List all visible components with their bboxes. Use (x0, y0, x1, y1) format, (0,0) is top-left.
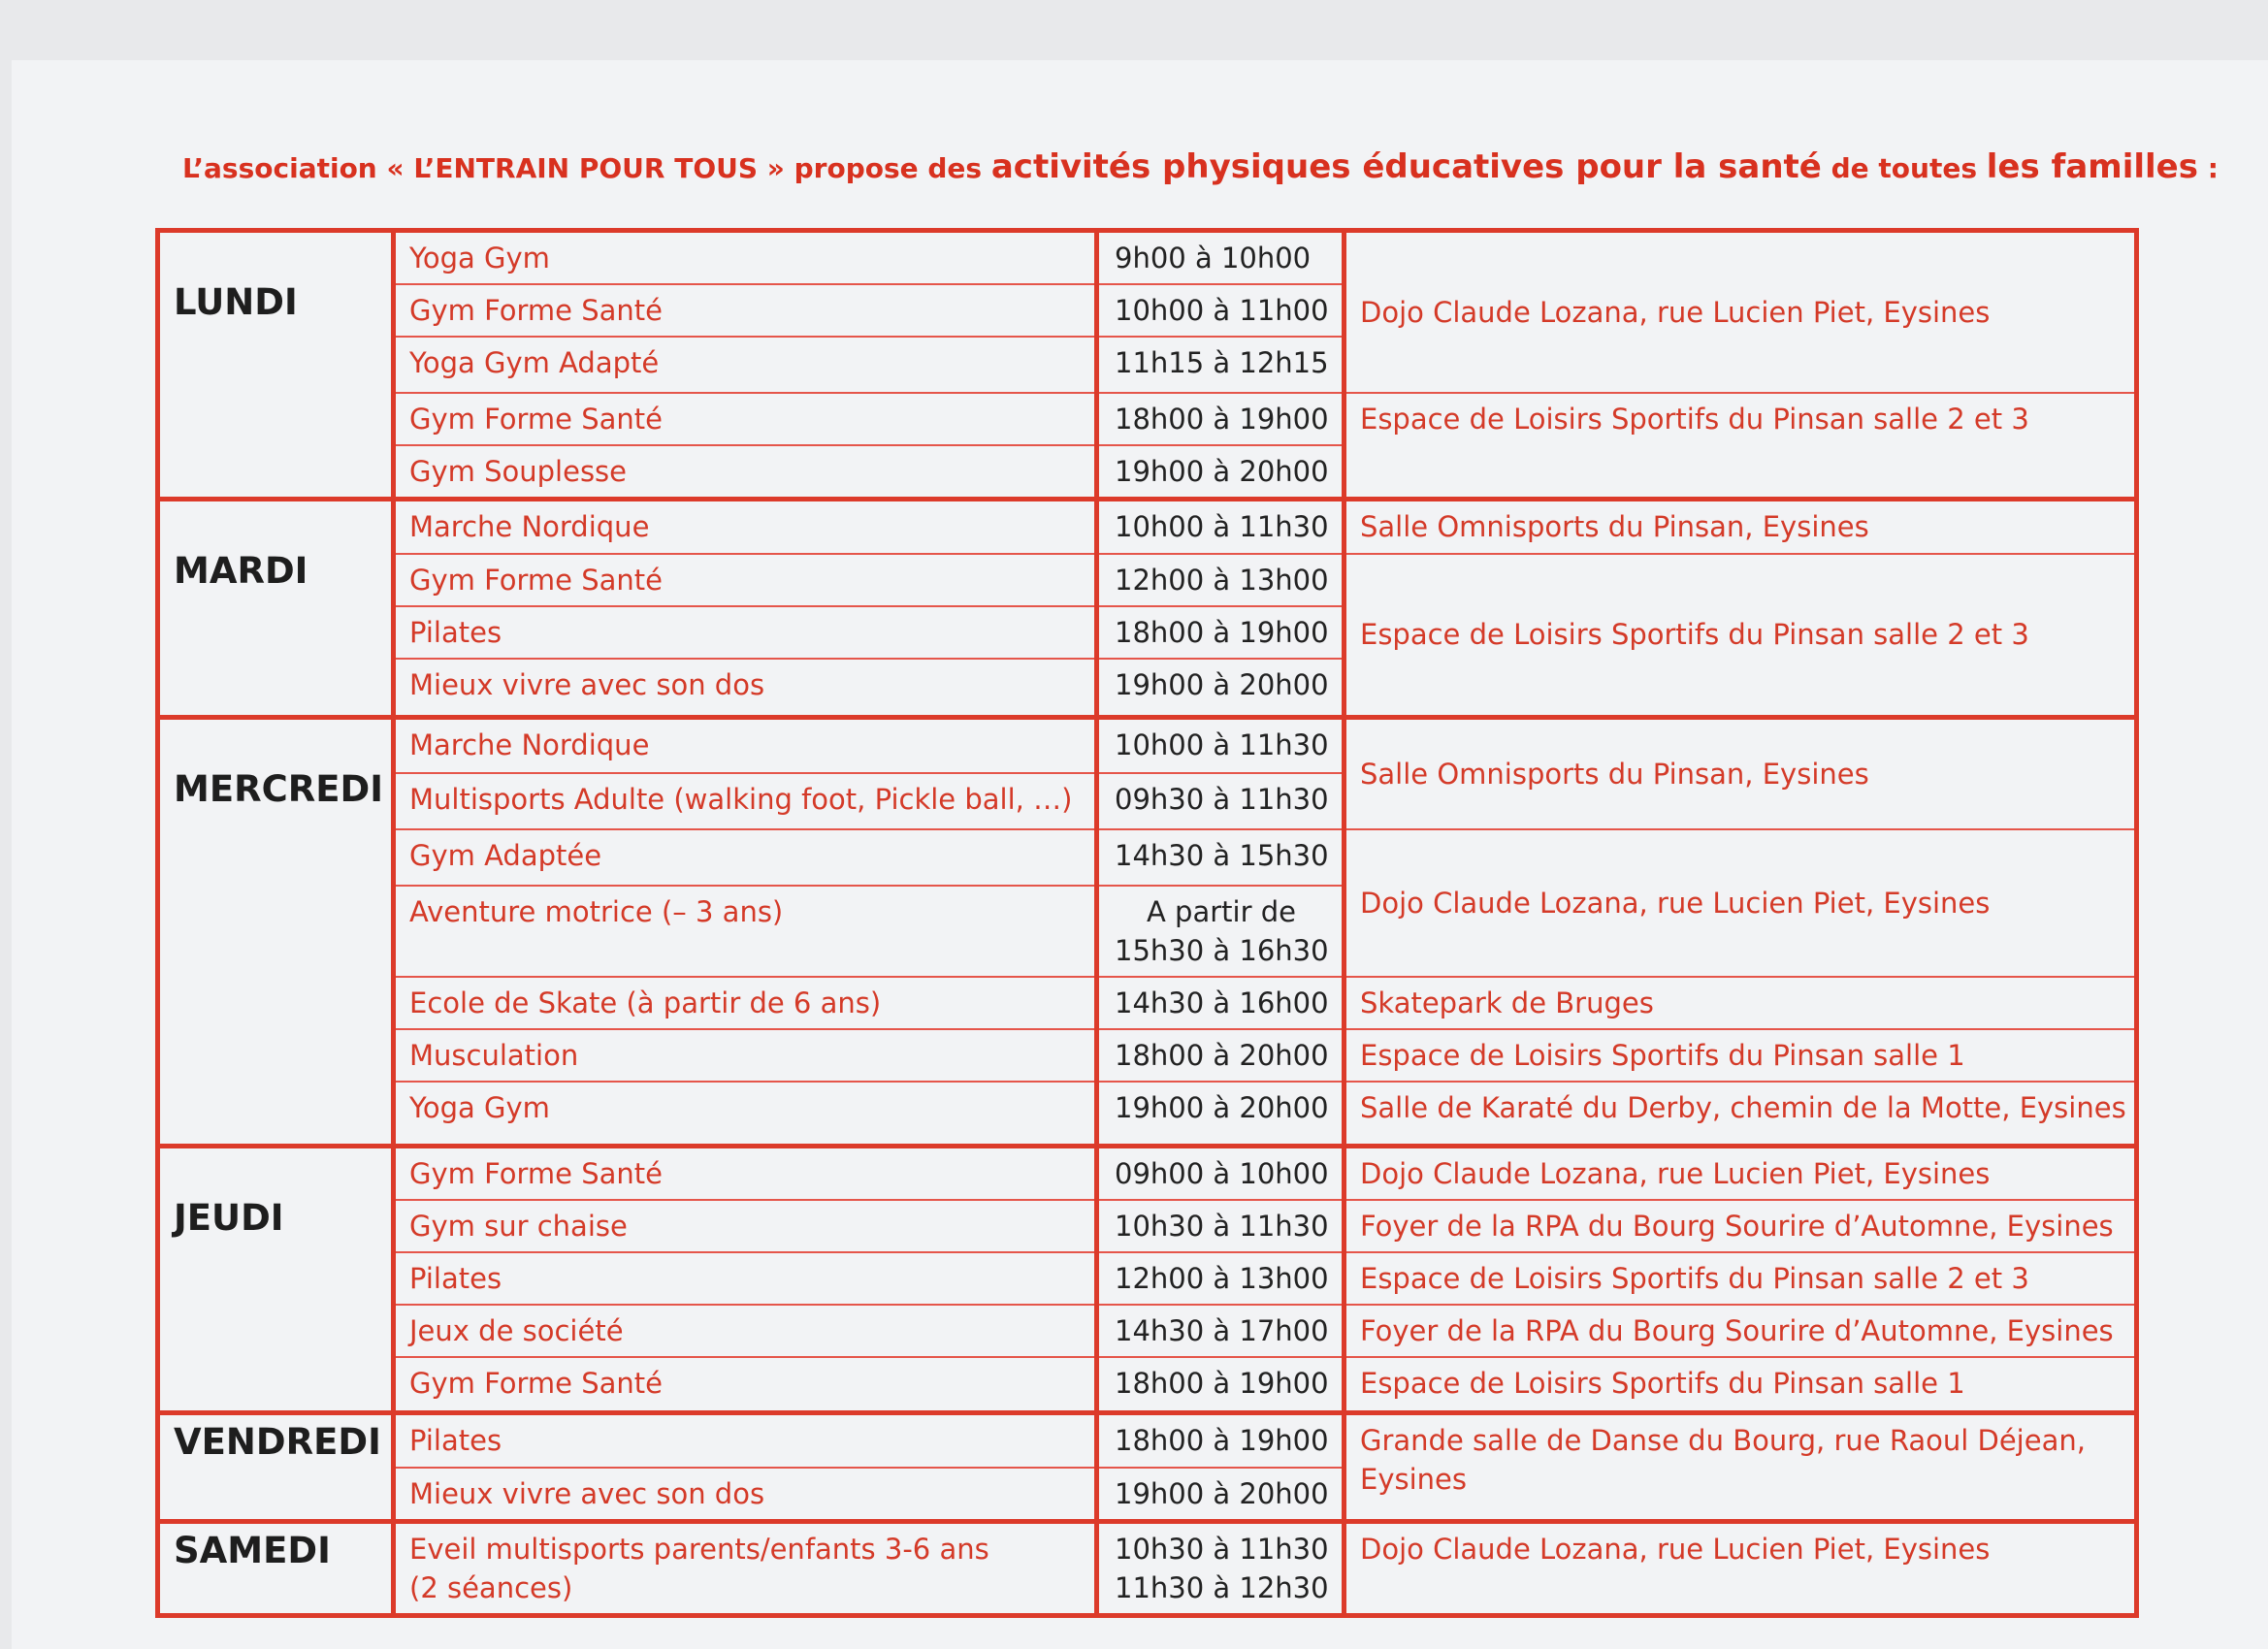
activity-cell: Marche Nordique (394, 500, 1097, 554)
place-cell: Dojo Claude Lozana, rue Lucien Piet, Eysines (1345, 829, 2137, 977)
table-row (158, 1522, 2137, 1616)
activity-line: (2 séances) (409, 1571, 573, 1604)
day-label-jeudi: JEUDI (158, 1147, 394, 1413)
place-cell: Espace de Loisirs Sportifs du Pinsan salle 2 et 3 (1345, 393, 2137, 500)
place-cell: Dojo Claude Lozana, rue Lucien Piet, Eysines (1345, 1147, 2137, 1201)
time-line: 11h30 à 12h30 (1115, 1571, 1329, 1604)
time-cell: 14h30 à 17h00 (1097, 1305, 1345, 1357)
place-cell: Foyer de la RPA du Bourg Sourire d’Automne, Eysines (1345, 1200, 2137, 1252)
table-row (158, 718, 2137, 773)
place-cell: Espace de Loisirs Sportifs du Pinsan salle 1 (1345, 1357, 2137, 1412)
time-cell: 10h00 à 11h30 (1097, 500, 1345, 554)
activity-cell: Yoga Gym (394, 231, 1097, 285)
time-cell (1097, 1522, 1345, 1616)
title-part-1: L’association « L’ENTRAIN POUR TOUS » propose des (182, 152, 991, 184)
time-cell: 11h15 à 12h15 (1097, 337, 1345, 393)
place-cell: Foyer de la RPA du Bourg Sourire d’Automne, Eysines (1345, 1305, 2137, 1357)
time-cell: 19h00 à 20h00 (1097, 1468, 1345, 1522)
activity-cell: Gym Forme Santé (394, 393, 1097, 445)
activity-cell: Pilates (394, 1412, 1097, 1468)
activity-cell (394, 1522, 1097, 1616)
schedule-table (155, 228, 2139, 1618)
time-cell: 09h30 à 11h30 (1097, 773, 1345, 829)
page-title (182, 140, 2219, 196)
table-row (158, 977, 2137, 1029)
title-part-2: activités physiques éducatives pour la santé (990, 147, 1822, 186)
time-cell: 10h00 à 11h00 (1097, 284, 1345, 337)
activity-cell: Musculation (394, 1029, 1097, 1082)
table-row (158, 554, 2137, 606)
time-cell: 14h30 à 16h00 (1097, 977, 1345, 1029)
time-cell: 18h00 à 20h00 (1097, 1029, 1345, 1082)
time-cell: 10h00 à 11h30 (1097, 718, 1345, 773)
day-label-samedi: SAMEDI (158, 1522, 394, 1616)
time-cell (1097, 886, 1345, 977)
table-row (158, 231, 2137, 285)
activity-cell: Gym Adaptée (394, 829, 1097, 886)
time-cell: 09h00 à 10h00 (1097, 1147, 1345, 1201)
place-cell: Dojo Claude Lozana, rue Lucien Piet, Eysines (1345, 231, 2137, 394)
activity-cell: Multisports Adulte (walking foot, Pickle ball, …) (394, 773, 1097, 829)
table-row (158, 829, 2137, 886)
time-cell: 18h00 à 19h00 (1097, 606, 1345, 659)
time-cell: 18h00 à 19h00 (1097, 1412, 1345, 1468)
table-row (158, 393, 2137, 445)
table-row (158, 1252, 2137, 1305)
activity-cell: Aventure motrice (– 3 ans) (394, 886, 1097, 977)
activity-cell: Ecole de Skate (à partir de 6 ans) (394, 977, 1097, 1029)
activity-cell: Gym sur chaise (394, 1200, 1097, 1252)
time-line: 10h30 à 11h30 (1115, 1533, 1329, 1566)
place-cell: Espace de Loisirs Sportifs du Pinsan salle 1 (1345, 1029, 2137, 1082)
time-cell: 19h00 à 20h00 (1097, 1082, 1345, 1147)
place-cell: Skatepark de Bruges (1345, 977, 2137, 1029)
table-row (158, 1357, 2137, 1412)
day-label-mercredi: MERCREDI (158, 718, 394, 1147)
title-part-4: les familles (1986, 147, 2198, 186)
activity-cell: Jeux de société (394, 1305, 1097, 1357)
activity-cell: Yoga Gym Adapté (394, 337, 1097, 393)
day-label-lundi: LUNDI (158, 231, 394, 500)
place-line: Grande salle de Danse du Bourg, rue Raoul Déjean, (1360, 1423, 2086, 1457)
activity-cell: Pilates (394, 1252, 1097, 1305)
time-cell: 10h30 à 11h30 (1097, 1200, 1345, 1252)
activity-cell: Marche Nordique (394, 718, 1097, 773)
table-row (158, 1200, 2137, 1252)
table-row (158, 500, 2137, 554)
time-line: 15h30 à 16h30 (1115, 933, 1329, 967)
activity-cell: Gym Souplesse (394, 445, 1097, 500)
time-cell: 12h00 à 13h00 (1097, 554, 1345, 606)
table-row (158, 1029, 2137, 1082)
table-row (158, 1305, 2137, 1357)
day-label-mardi: MARDI (158, 500, 394, 718)
time-cell: 19h00 à 20h00 (1097, 659, 1345, 718)
activity-cell: Pilates (394, 606, 1097, 659)
activity-line: Eveil multisports parents/enfants 3-6 ans (409, 1533, 989, 1566)
time-line: A partir de (1147, 894, 1296, 928)
activity-cell: Mieux vivre avec son dos (394, 659, 1097, 718)
activity-cell: Gym Forme Santé (394, 554, 1097, 606)
time-cell: 19h00 à 20h00 (1097, 445, 1345, 500)
title-part-5: : (2197, 152, 2219, 184)
table-row (158, 1147, 2137, 1201)
day-label-vendredi: VENDREDI (158, 1412, 394, 1522)
time-cell: 12h00 à 13h00 (1097, 1252, 1345, 1305)
place-cell: Salle de Karaté du Derby, chemin de la Motte, Eysines (1345, 1082, 2137, 1147)
time-cell: 18h00 à 19h00 (1097, 1357, 1345, 1412)
activity-cell: Yoga Gym (394, 1082, 1097, 1147)
title-part-3: de toutes (1821, 152, 1987, 184)
activity-cell: Gym Forme Santé (394, 284, 1097, 337)
place-cell: Espace de Loisirs Sportifs du Pinsan salle 2 et 3 (1345, 554, 2137, 718)
place-cell: Espace de Loisirs Sportifs du Pinsan salle 2 et 3 (1345, 1252, 2137, 1305)
place-cell: Dojo Claude Lozana, rue Lucien Piet, Eysines (1345, 1522, 2137, 1616)
activity-cell: Gym Forme Santé (394, 1357, 1097, 1412)
time-cell: 18h00 à 19h00 (1097, 393, 1345, 445)
activity-cell: Mieux vivre avec son dos (394, 1468, 1097, 1522)
time-cell: 9h00 à 10h00 (1097, 231, 1345, 285)
time-cell: 14h30 à 15h30 (1097, 829, 1345, 886)
table-row (158, 1412, 2137, 1468)
activity-cell: Gym Forme Santé (394, 1147, 1097, 1201)
place-cell: Salle Omnisports du Pinsan, Eysines (1345, 500, 2137, 554)
place-line: Eysines (1360, 1462, 1467, 1496)
place-cell: Salle Omnisports du Pinsan, Eysines (1345, 718, 2137, 829)
place-cell (1345, 1412, 2137, 1522)
table-row (158, 1082, 2137, 1147)
